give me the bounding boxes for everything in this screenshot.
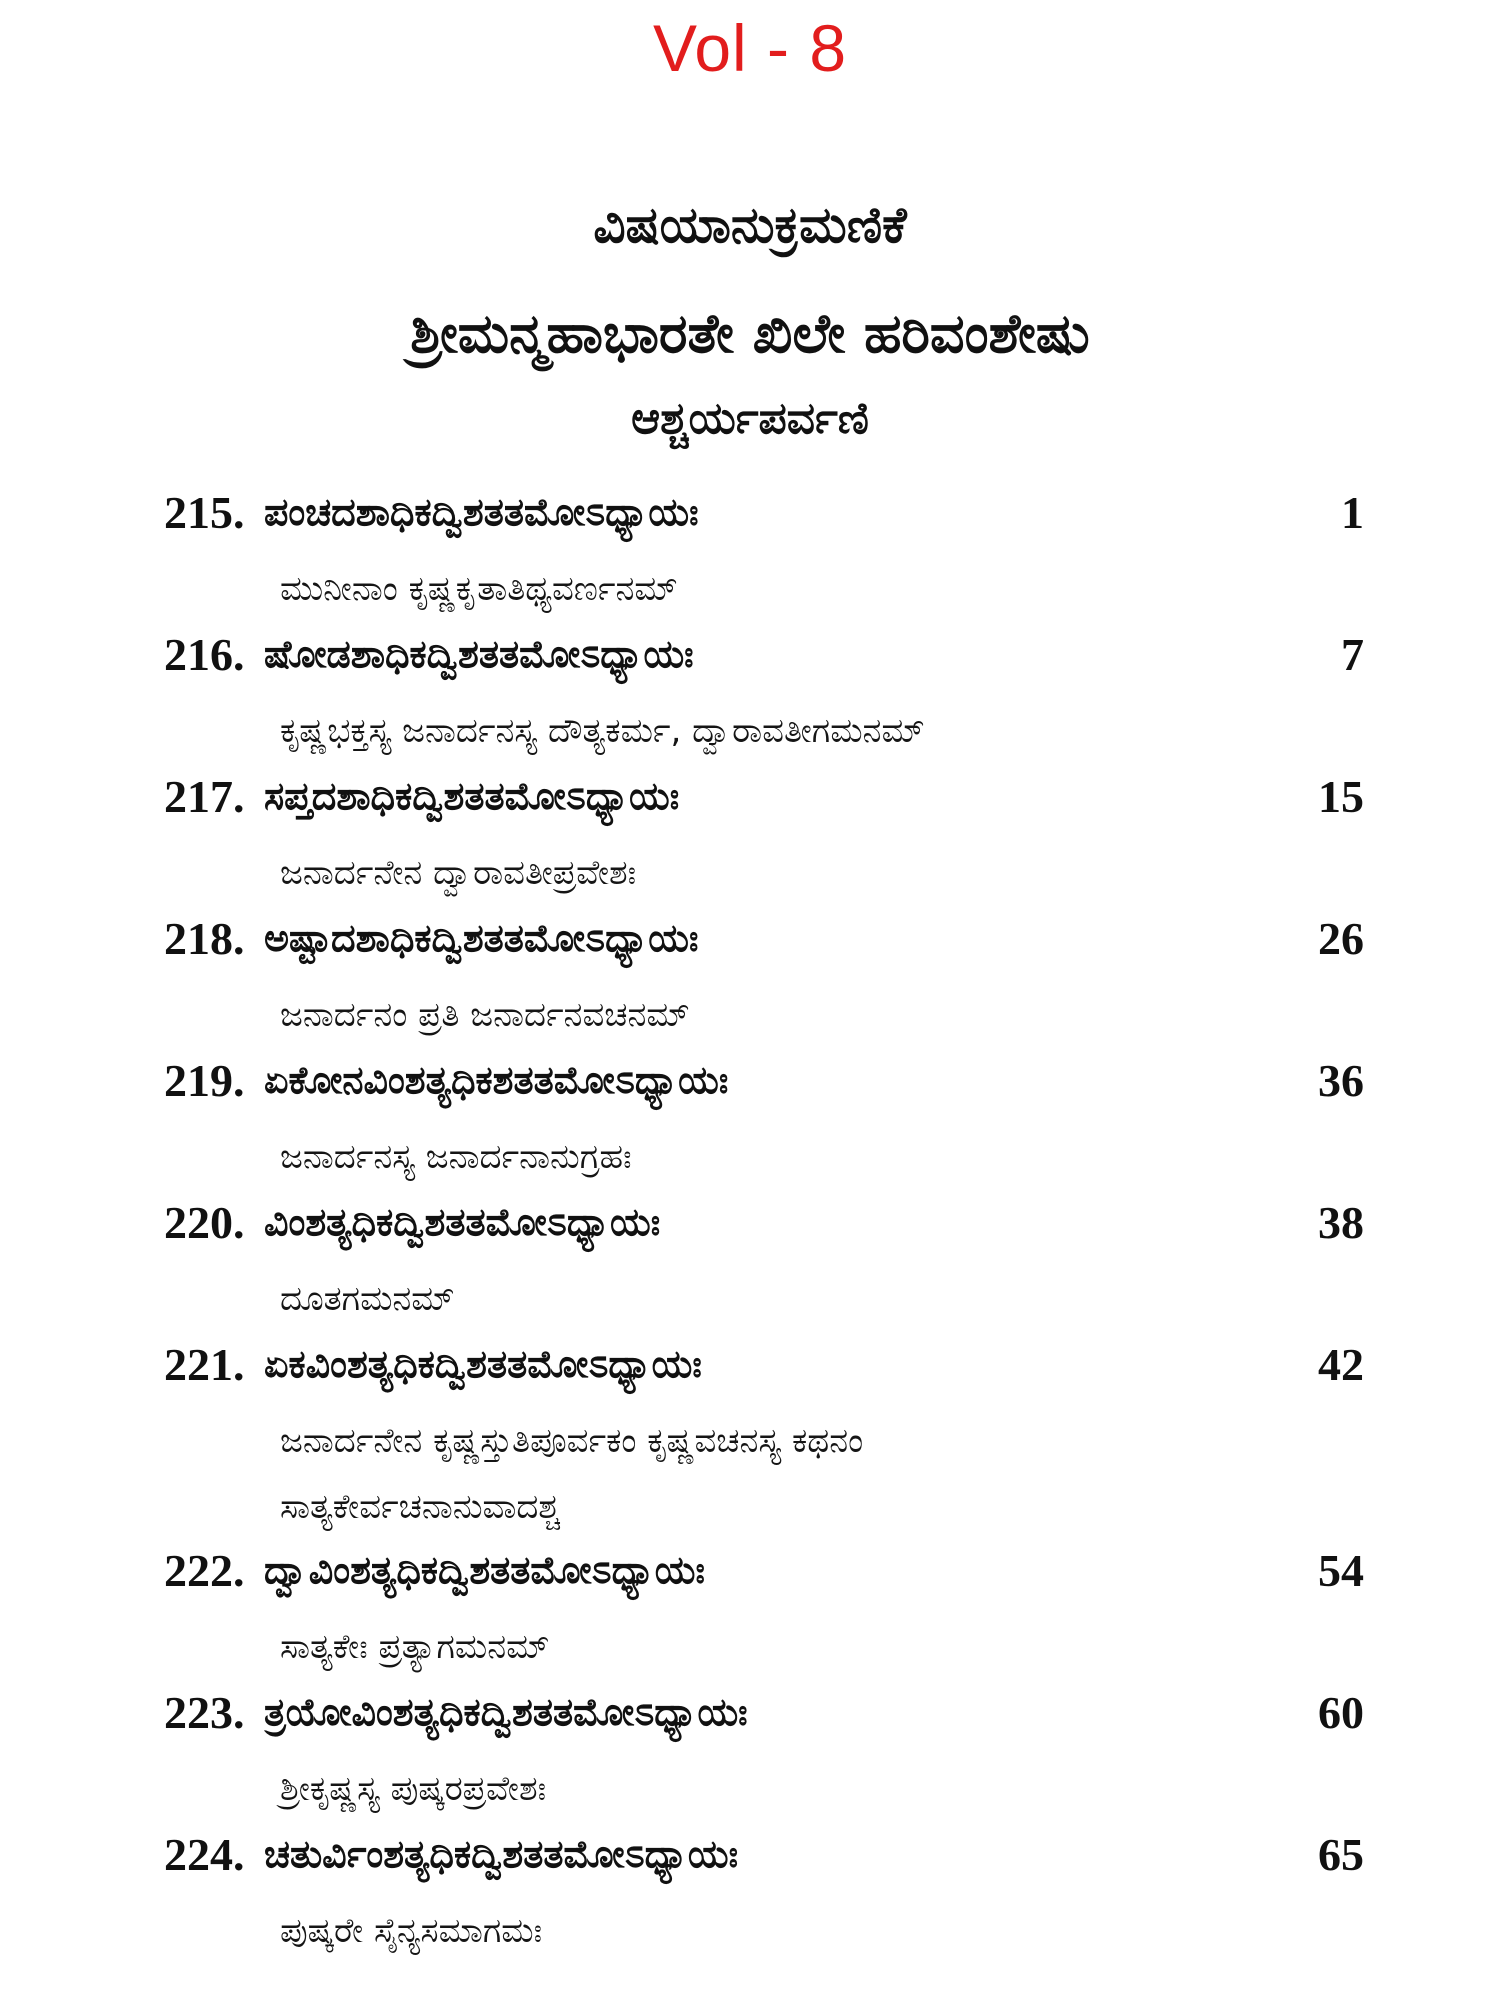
chapter-title: ಏಕೋನವಿಂಶತ್ಯಧಿಕಶತತಮೋಽಧ್ಯಾಯಃ <box>264 1058 729 1102</box>
toc-entry-224 <box>164 1828 1364 1964</box>
chapter-number: 218. <box>164 913 245 964</box>
page-number: 7 <box>1341 629 1364 680</box>
chapter-subtitle: ದೂತಗಮನಮ್ <box>280 1279 455 1319</box>
chapter-title: ಅಷ್ಟಾದಶಾಧಿಕದ್ವಿಶತತಮೋಽಧ್ಯಾಯಃ <box>264 916 699 960</box>
volume-label: Vol - 8 <box>652 11 848 85</box>
chapter-title: ಚತುರ್ವಿಂಶತ್ಯಧಿಕದ್ವಿಶತತಮೋಽಧ್ಯಾಯಃ <box>264 1832 739 1876</box>
chapter-subtitle: ಸಾತ್ಯಕೇರ್ವಚನಾನುವಾದಶ್ಚ <box>280 1487 561 1527</box>
chapter-number: 224. <box>164 1829 245 1880</box>
toc-entry-221 <box>164 1338 1364 1540</box>
page-number: 38 <box>1318 1197 1364 1248</box>
toc-entry-217 <box>164 770 1364 906</box>
page-number: 36 <box>1318 1055 1364 1106</box>
chapter-title: ಪಂಚದಶಾಧಿಕದ್ವಿಶತತಮೋಽಧ್ಯಾಯಃ <box>264 490 699 534</box>
toc-entry-216 <box>164 628 1364 764</box>
chapter-subtitle: ಮುನೀನಾಂ ಕೃಷ್ಣಕೃತಾತಿಥ್ಯವರ್ಣನಮ್ <box>280 569 678 609</box>
page-number: 60 <box>1318 1687 1364 1738</box>
page-number: 26 <box>1318 913 1364 964</box>
chapter-title: ಷೋಡಶಾಧಿಕದ್ವಿಶತತಮೋಽಧ್ಯಾಯಃ <box>264 632 694 676</box>
chapter-number: 223. <box>164 1687 245 1738</box>
chapter-number: 219. <box>164 1055 245 1106</box>
chapter-title: ಸಪ್ತದಶಾಧಿಕದ್ವಿಶತತಮೋಽಧ್ಯಾಯಃ <box>264 774 680 818</box>
page-number: 65 <box>1318 1829 1364 1880</box>
page-number: 1 <box>1341 487 1364 538</box>
work-title: ಶ್ರೀಮನ್ಮಹಾಭಾರತೇ ಖಿಲೇ ಹರಿವಂಶೇಷು <box>410 302 1090 365</box>
page-number: 15 <box>1318 771 1364 822</box>
toc-entry-218 <box>164 912 1364 1048</box>
chapter-number: 222. <box>164 1545 245 1596</box>
chapter-subtitle: ಸಾತ್ಯಕೇಃ ಪ್ರತ್ಯಾಗಮನಮ್ <box>280 1627 550 1667</box>
chapter-subtitle: ಶ್ರೀಕೃಷ್ಣಸ್ಯ ಪುಷ್ಕರಪ್ರವೇಶಃ <box>280 1769 547 1809</box>
chapter-title: ದ್ವಾವಿಂಶತ್ಯಧಿಕದ್ವಿಶತತಮೋಽಧ್ಯಾಯಃ <box>264 1548 705 1592</box>
chapter-number: 221. <box>164 1339 245 1390</box>
parva-title: ಆಶ್ಚರ್ಯಪರ್ವಣಿ <box>631 393 869 444</box>
page-number: 42 <box>1318 1339 1364 1390</box>
chapter-subtitle: ಕೃಷ್ಣಭಕ್ತಸ್ಯ ಜನಾರ್ದನಸ್ಯ ದೌತ್ಯಕರ್ಮ, ದ್ವಾರಾವತೀಗಮನಮ್ <box>280 711 925 751</box>
chapter-number: 220. <box>164 1197 245 1248</box>
chapter-number: 216. <box>164 629 245 680</box>
page-number: 54 <box>1318 1545 1364 1596</box>
chapter-title: ತ್ರಯೋವಿಂಶತ್ಯಧಿಕದ್ವಿಶತತಮೋಽಧ್ಯಾಯಃ <box>264 1690 748 1734</box>
toc-entry-219 <box>164 1054 1364 1190</box>
toc-entry-223 <box>164 1686 1364 1822</box>
chapter-number: 215. <box>164 487 245 538</box>
chapter-subtitle: ಜನಾರ್ದನೇನ ಕೃಷ್ಣಸ್ತುತಿಪೂರ್ವಕಂ ಕೃಷ್ಣವಚನಸ್ಯ ಕಥನಂ <box>280 1421 864 1461</box>
chapter-subtitle: ಪುಷ್ಕರೇ ಸೈನ್ಯಸಮಾಗಮಃ <box>280 1911 543 1951</box>
chapter-title: ಏಕವಿಂಶತ್ಯಧಿಕದ್ವಿಶತತಮೋಽಧ್ಯಾಯಃ <box>264 1342 702 1386</box>
contents-title: ವಿಷಯಾನುಕ್ರಮಣಿಕೆ <box>593 196 907 254</box>
toc-entry-222 <box>164 1544 1364 1680</box>
chapter-subtitle: ಜನಾರ್ದನೇನ ದ್ವಾರಾವತೀಪ್ರವೇಶಃ <box>280 853 637 893</box>
chapter-subtitle: ಜನಾರ್ದನಂ ಪ್ರತಿ ಜನಾರ್ದನವಚನಮ್ <box>280 995 690 1035</box>
toc-entry-220 <box>164 1196 1364 1332</box>
chapter-number: 217. <box>164 771 245 822</box>
toc-entry-215 <box>164 486 1364 622</box>
chapter-title: ವಿಂಶತ್ಯಧಿಕದ್ವಿಶತತಮೋಽಧ್ಯಾಯಃ <box>264 1200 661 1244</box>
chapter-subtitle: ಜನಾರ್ದನಸ್ಯ ಜನಾರ್ದನಾನುಗ್ರಹಃ <box>280 1137 632 1177</box>
